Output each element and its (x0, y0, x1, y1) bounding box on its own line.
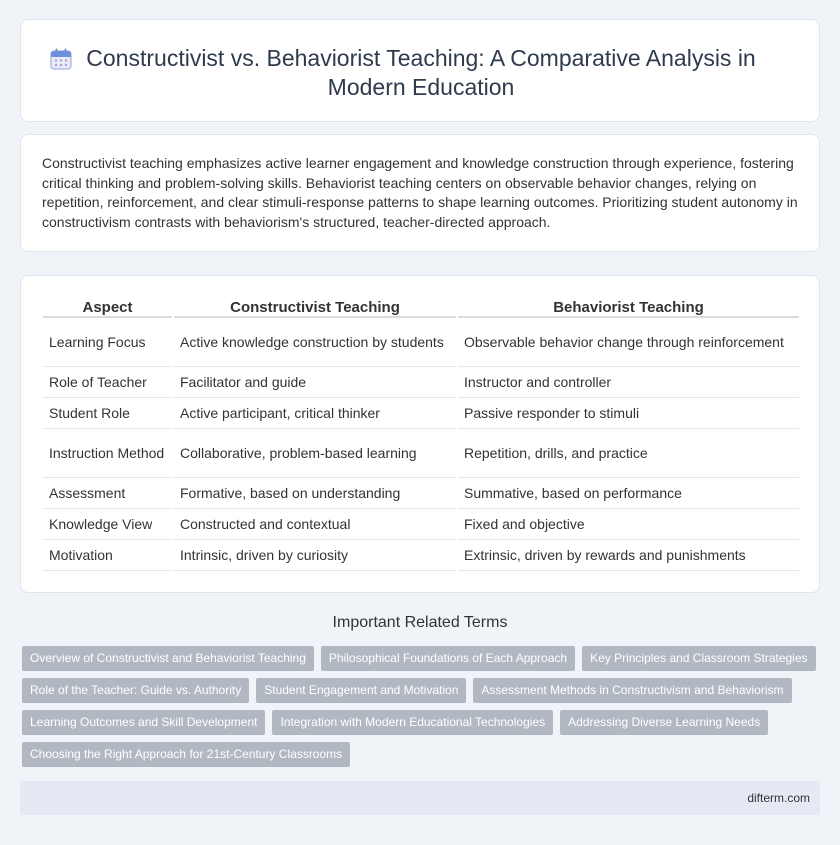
related-term-tag[interactable]: Philosophical Foundations of Each Approach (321, 646, 575, 671)
related-term-tag[interactable]: Key Principles and Classroom Strategies (582, 646, 815, 671)
table-cell-aspect: Knowledge View (43, 509, 172, 540)
related-term-tag[interactable]: Integration with Modern Educational Technologies (272, 710, 553, 735)
table-cell-constructivist: Facilitator and guide (174, 367, 456, 398)
table-cell-aspect: Instruction Method (43, 429, 172, 478)
summary-text: Constructivist teaching emphasizes active learner engagement and knowledge construction through experience, fostering critical thinking and problem-solving skills. Behaviorist teaching centers on observable behavior changes, relying on repetition, reinforcement, and clear stimuli-response patterns to shape learning outcomes. Prioritizing student autonomy in constructivism contrasts with behaviorism's structured, teacher-directed approach. (42, 155, 798, 230)
table-cell-behaviorist: Summative, based on performance (458, 478, 799, 509)
table-cell-aspect: Learning Focus (43, 318, 172, 367)
table-cell-constructivist: Active knowledge construction by students (174, 318, 456, 367)
related-term-tag[interactable]: Learning Outcomes and Skill Development (22, 710, 265, 735)
table-cell-behaviorist: Extrinsic, driven by rewards and punishments (458, 540, 799, 571)
page-title (21, 44, 821, 102)
table-row (43, 398, 799, 429)
footer (20, 781, 820, 815)
table-row (43, 318, 799, 367)
related-terms-list (22, 646, 822, 774)
table-cell-aspect: Assessment (43, 478, 172, 509)
table-cell-aspect: Student Role (43, 398, 172, 429)
related-term-tag[interactable]: Choosing the Right Approach for 21st-Century Classrooms (22, 742, 350, 767)
page-title-line-2: Modern Education (327, 74, 515, 100)
related-terms-heading: Important Related Terms (332, 614, 508, 631)
table-cell-constructivist: Formative, based on understanding (174, 478, 456, 509)
page-title-line-1: Constructivist vs. Behaviorist Teaching: A Comparative Analysis in (86, 45, 756, 71)
table-cell-constructivist: Collaborative, problem-based learning (174, 429, 456, 478)
table-row (43, 478, 799, 509)
table-cell-constructivist: Constructed and contextual (174, 509, 456, 540)
table-header-row (43, 296, 799, 318)
table-cell-constructivist: Active participant, critical thinker (174, 398, 456, 429)
footer-site-link[interactable]: difterm.com (747, 791, 810, 805)
related-term-tag[interactable]: Role of the Teacher: Guide vs. Authority (22, 678, 249, 703)
table-cell-behaviorist: Repetition, drills, and practice (458, 429, 799, 478)
table-row (43, 367, 799, 398)
related-term-tag[interactable]: Addressing Diverse Learning Needs (560, 710, 768, 735)
table-cell-constructivist: Intrinsic, driven by curiosity (174, 540, 456, 571)
table-row (43, 429, 799, 478)
table-cell-behaviorist: Observable behavior change through reinforcement (458, 318, 799, 367)
table-cell-behaviorist: Fixed and objective (458, 509, 799, 540)
table-cell-aspect: Motivation (43, 540, 172, 571)
table-row (43, 540, 799, 571)
title-card (20, 19, 820, 122)
table-cell-aspect: Role of Teacher (43, 367, 172, 398)
column-header-constructivist: Constructivist Teaching (174, 296, 456, 318)
column-header-aspect: Aspect (43, 296, 172, 318)
related-term-tag[interactable]: Student Engagement and Motivation (256, 678, 466, 703)
table-cell-behaviorist: Passive responder to stimuli (458, 398, 799, 429)
table-cell-behaviorist: Instructor and controller (458, 367, 799, 398)
related-term-tag[interactable]: Overview of Constructivist and Behaviorist Teaching (22, 646, 314, 671)
table-row (43, 509, 799, 540)
comparison-table (41, 296, 801, 571)
comparison-table-card (20, 275, 820, 593)
summary-card (20, 134, 820, 252)
column-header-behaviorist: Behaviorist Teaching (458, 296, 799, 318)
related-term-tag[interactable]: Assessment Methods in Constructivism and Behaviorism (473, 678, 791, 703)
